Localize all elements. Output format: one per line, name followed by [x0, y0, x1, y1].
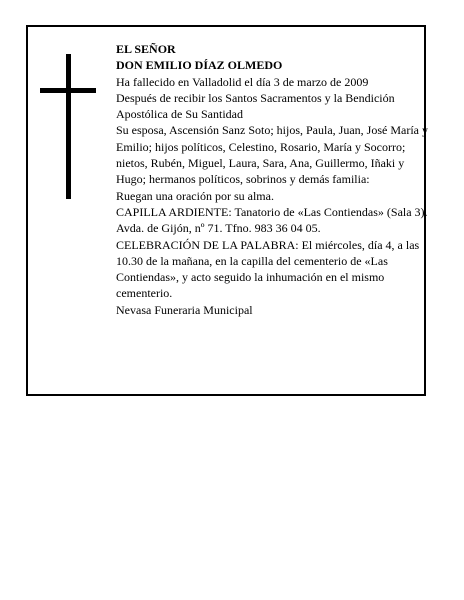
- sacraments-text: Después de recibir los Santos Sacramentos y la Bendición Apostólica de Su Santidad: [116, 90, 395, 122]
- family-list: Su esposa, Ascensión Sanz Soto; hijos, Paula, Juan, José María y Emilio; hijos políticos, Celestino, Rosario, María y Socorro; nietos, Rubén, Miguel, Laura, Sara, Ana, Guillermo, Iñaki y Hugo; hermanos políticos, sobrinos y demás familia:: [116, 123, 428, 187]
- funeral-home: Nevasa Funeraria Municipal: [116, 302, 253, 317]
- notice-text-block: [116, 41, 428, 318]
- cross-icon: [40, 54, 96, 199]
- prayer-request: Ruegan una oración por su alma.: [116, 188, 274, 203]
- ceremony-info: CELEBRACIÓN DE LA PALABRA: El miércoles, día 4, a las 10.30 de la mañana, en la capilla del cementerio de «Las Contiendas», y acto seguido la inhumación en el mismo cementerio.: [116, 237, 420, 301]
- obituary-notice: [26, 25, 426, 396]
- death-info: Ha fallecido en Valladolid el día 3 de marzo de 2009: [116, 74, 369, 89]
- cross-horizontal-bar: [40, 88, 96, 93]
- notice-title-line-1: EL SEÑOR: [116, 42, 176, 56]
- cross-vertical-bar: [66, 54, 71, 199]
- wake-chapel-info: CAPILLA ARDIENTE: Tanatorio de «Las Contiendas» (Sala 3). Avda. de Gijón, nº 71. Tfno. 983 36 04 05.: [116, 204, 428, 236]
- notice-title-line-2: DON EMILIO DÍAZ OLMEDO: [116, 58, 283, 73]
